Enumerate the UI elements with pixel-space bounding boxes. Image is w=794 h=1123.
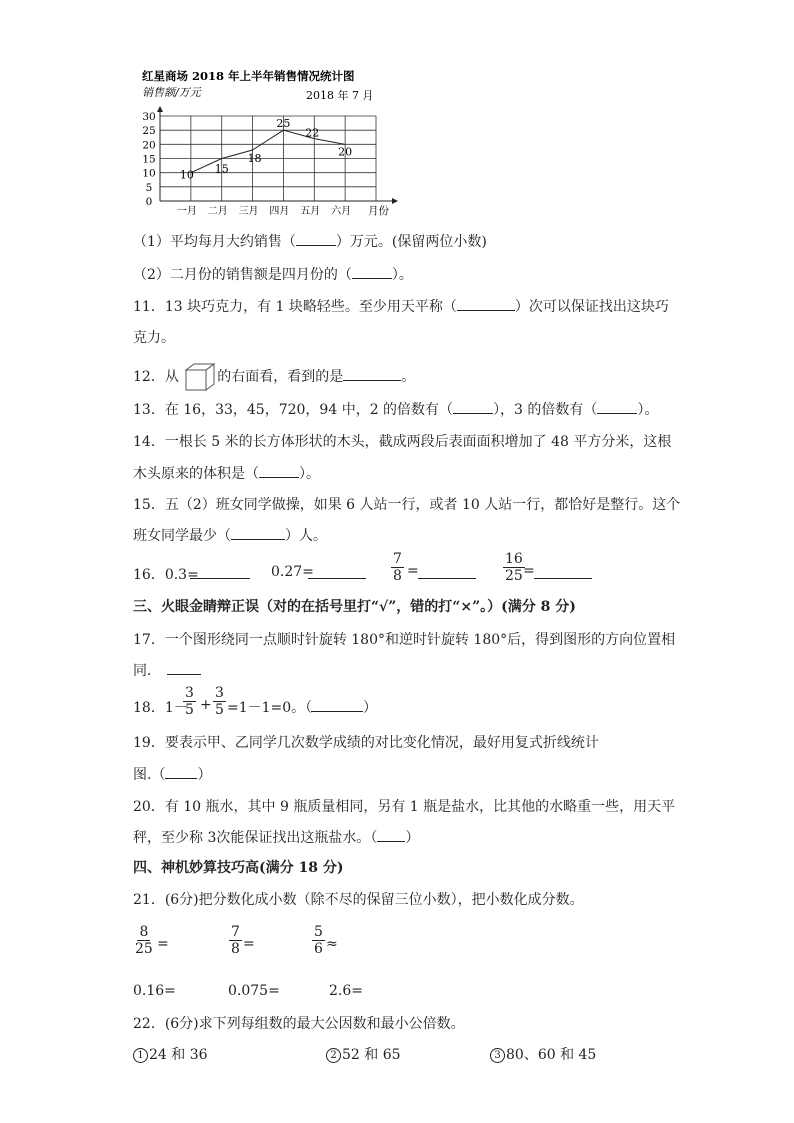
q13-blank-1[interactable]: [453, 399, 493, 414]
chart-grid: [160, 116, 376, 201]
q16-fraction-2: $\frac{16}{25}$: [505, 551, 523, 584]
q22-item-3: 3 80、60 和 45: [490, 1044, 596, 1064]
data-label: 15: [214, 162, 229, 176]
q18-text-c: ）: [363, 700, 377, 716]
q21-text: 21．(6分)把分数化成小数（除不尽的保留三位小数），把小数化成分数。: [133, 892, 584, 908]
q13-text-c: ）。: [637, 402, 659, 418]
question-17-line2: [133, 660, 201, 681]
question-16: [133, 551, 603, 591]
q18-text-b: =1－1=0。（: [227, 700, 313, 716]
x-axis-label: 月份: [368, 205, 389, 217]
q21-fraction-2: $\frac{7}{8}$: [231, 924, 240, 957]
q22-item-2: 2 52 和 65: [326, 1044, 401, 1064]
q13-text-a: 13．在 16，33，45，720，94 中，2 的倍数有（: [133, 402, 454, 418]
q18-blank[interactable]: [311, 697, 363, 712]
q10-2-blank[interactable]: [352, 264, 392, 279]
chart-title: 红星商场 2018 年上半年销售情况统计图: [142, 69, 355, 83]
q16-fraction-1: $\frac{7}{8}$: [393, 551, 402, 584]
section-3-title-text: 三、火眼金睛辩正误（对的在括号里打“√”，错的打“×”。）(满分 8 分): [133, 599, 576, 615]
q22-text: 22．(6分)求下列每组数的最大公因数和最小公倍数。: [133, 1016, 465, 1032]
q13-blank-2[interactable]: [597, 399, 637, 414]
section-4-title: [133, 858, 343, 878]
q13-text-b: ），3 的倍数有（: [493, 402, 598, 418]
q20-text-b: ）: [405, 830, 420, 846]
y-tick-label: 0: [145, 196, 153, 208]
q11-text-a: 11．13 块巧克力，有 1 块略轻些。至少用天平称（: [133, 299, 457, 315]
section-4-title-text: 四、神机妙算技巧高(满分 18 分): [133, 860, 344, 876]
q21-decimals-row: [133, 983, 373, 1003]
q16-b: 0.27=: [271, 564, 314, 580]
sales-line-chart: [130, 64, 410, 224]
data-label: 18: [247, 152, 262, 165]
q18-plus: +: [200, 697, 212, 713]
question-22: [133, 1014, 465, 1034]
q15-blank[interactable]: [231, 525, 285, 540]
q16-blank-2[interactable]: [308, 564, 366, 579]
y-tick-label: 15: [142, 153, 156, 166]
q11-line2: 克力。: [133, 330, 175, 346]
q12-text-a: 12．从: [133, 369, 179, 385]
y-tick-label: 30: [142, 111, 156, 123]
q15-text-a: 班女同学最少（: [133, 528, 231, 544]
chart-series: [180, 117, 352, 182]
q21-fraction-1: $\frac{8}{25}$: [135, 924, 153, 957]
question-10-2: [133, 264, 413, 285]
q12-text-c: 。: [401, 369, 416, 385]
q12-text-b: 的右面看，看到的是: [217, 369, 344, 385]
q21-decimal-3: 2.6=: [329, 983, 363, 999]
q21-sign-3: ≈: [326, 936, 338, 952]
question-11-line1: [133, 296, 669, 317]
q17-line1: 17．一个图形绕同一点顺时针旋转 180°和逆时针旋转 180°后，得到图形的方向位置相: [133, 632, 676, 648]
data-label: 25: [276, 117, 291, 131]
q11-blank[interactable]: [457, 296, 515, 311]
q17-blank[interactable]: [167, 660, 201, 675]
q10-2-text-a: （2）二月份的销售额是四月份的（: [133, 267, 352, 283]
q14-line1: 14．一根长 5 米的长方体形状的木头，截成两段后表面面积增加了 48 平方分米，这根: [133, 434, 672, 450]
question-20-line2: [133, 827, 419, 848]
question-11-line2: [133, 328, 175, 348]
q19-line1: 19．要表示甲、乙同学几次数学成绩的对比变化情况，最好用复式折线统计: [133, 735, 599, 751]
q14-blank[interactable]: [259, 463, 299, 478]
question-10-1: [133, 231, 487, 252]
question-19-line2: [133, 764, 211, 785]
y-tick-label: 10: [142, 167, 156, 180]
x-axis-arrow: [392, 198, 398, 204]
q22-items-row: [133, 1044, 597, 1064]
question-14-line1: [133, 432, 671, 452]
q19-text-b: ）: [197, 767, 212, 783]
cuboid-icon: [184, 362, 216, 392]
q19-text-a: 图.（: [133, 767, 166, 783]
q18-fraction-2: $\frac{3}{5}$: [215, 685, 224, 718]
x-tick-label: 三月: [238, 206, 259, 217]
q20-line1: 20．有 10 瓶水，其中 9 瓶质量相同，另有 1 瓶是盐水，比其他的水略重一些，用天平: [133, 799, 676, 815]
x-tick-label: 五月: [300, 206, 321, 217]
q18-text-a: 18．1－: [133, 700, 188, 716]
data-label: 10: [179, 168, 194, 182]
q18-fraction-1: $\frac{3}{5}$: [185, 685, 194, 718]
q16-eq-2: =: [523, 563, 535, 579]
q21-sign-1: =: [157, 936, 169, 952]
y-axis-label: 销售额/万元: [142, 86, 201, 99]
q17-line2: 同．: [133, 663, 161, 679]
q20-blank[interactable]: [377, 827, 405, 842]
q12-blank[interactable]: [343, 366, 401, 381]
q16-a: 16．0.3=: [133, 567, 199, 583]
q11-text-b: ）次可以保证找出这块巧: [514, 299, 669, 315]
x-tick-label: 四月: [269, 206, 290, 217]
q14-text-a: 木头原来的体积是（: [133, 466, 259, 482]
x-tick-label: 一月: [176, 206, 197, 217]
y-tick-label: 20: [142, 139, 156, 152]
q14-text-b: ）。: [299, 466, 320, 482]
q21-decimal-1: 0.16=: [133, 983, 176, 999]
q19-blank[interactable]: [165, 764, 197, 779]
q20-text-a: 秤，至少称 3次能保证找出这瓶盐水。（: [133, 830, 378, 846]
q16-blank-4[interactable]: [534, 564, 592, 579]
data-label: 20: [338, 145, 353, 159]
q21-sign-2: =: [243, 936, 255, 952]
q10-1-blank[interactable]: [296, 231, 336, 246]
question-12: [133, 362, 415, 392]
q21-decimal-2: 0.075=: [228, 983, 280, 999]
y-tick-label: 25: [142, 125, 156, 138]
x-tick-label: 六月: [331, 206, 352, 217]
q10-1-text-a: （1）平均每月大约销售（: [133, 234, 296, 250]
question-20-line1: [133, 797, 675, 817]
section-3-title: [133, 597, 576, 617]
q22-item-1: 1 24 和 36: [133, 1044, 208, 1064]
q16-eq-1: =: [407, 563, 419, 579]
question-15-line2: [133, 525, 327, 546]
q10-1-text-b: ）万元。(保留两位小数): [335, 234, 487, 250]
q15-line1: 15．五（2）班女同学做操，如果 6 人站一行，或者 10 人站一行，都恰好是整行。这个: [133, 497, 681, 513]
question-21: [133, 890, 584, 910]
question-18: [133, 685, 393, 725]
question-15-line1: [133, 495, 680, 515]
q16-blank-3[interactable]: [418, 564, 476, 579]
date-note: 2018 年 7 月: [306, 89, 374, 102]
question-14-line2: [133, 463, 320, 484]
question-13: [133, 399, 658, 420]
y-axis-arrow: [157, 106, 163, 112]
q21-fractions-row: [133, 924, 363, 964]
question-19-line1: [133, 733, 599, 753]
question-17-line1: [133, 630, 675, 650]
q10-2-text-b: ）。: [391, 267, 413, 283]
q15-text-b: ）人。: [285, 528, 327, 544]
q16-blank-1[interactable]: [190, 564, 250, 579]
data-label: 22: [305, 126, 320, 140]
x-tick-label: 二月: [207, 206, 228, 217]
y-tick-label: 5: [145, 181, 153, 194]
q21-fraction-3: $\frac{5}{6}$: [314, 924, 323, 957]
